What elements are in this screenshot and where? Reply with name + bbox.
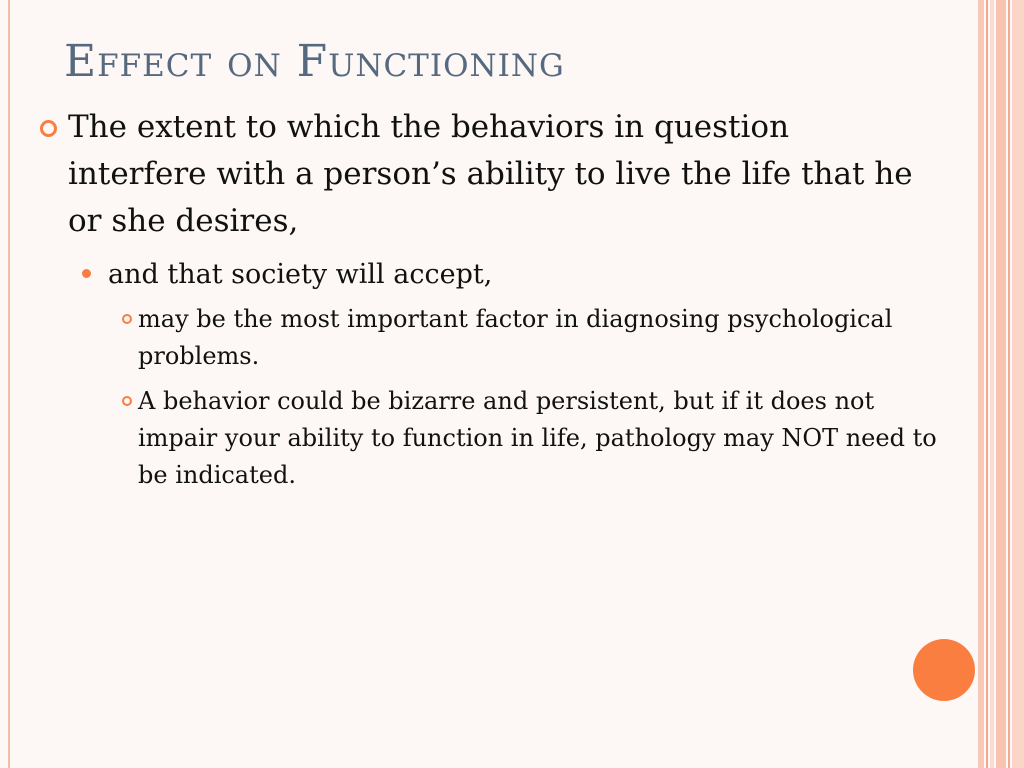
bullet-text: The extent to which the behaviors in question interfere with a person’s ability to live the life that he or she desires, [68, 109, 913, 239]
slide-title: Effect on Functioning [64, 36, 565, 87]
decorative-stripe [996, 0, 1006, 768]
dot-bullet-icon [82, 269, 91, 278]
decorative-circle [913, 639, 975, 701]
bullet-level-2 [36, 255, 966, 295]
decorative-stripe [1012, 0, 1024, 768]
decorative-stripe [990, 0, 994, 768]
ring-bullet-icon [122, 396, 132, 406]
slide-body [36, 104, 966, 494]
bullet-level-1 [36, 104, 928, 245]
bullet-text: and that society will accept, [108, 259, 493, 290]
bullet-level-3 [36, 301, 958, 375]
bullet-level-3 [36, 383, 958, 494]
ring-bullet-icon [40, 120, 57, 137]
decorative-stripe [986, 0, 988, 768]
decorative-stripe [1008, 0, 1010, 768]
slide-frame-left [8, 0, 10, 768]
ring-bullet-icon [122, 314, 132, 324]
bullet-text: may be the most important factor in diagnosing psychological problems. [138, 305, 893, 370]
bullet-text: A behavior could be bizarre and persistent, but if it does not impair your ability to function in life, pathology may NOT need to be indicated. [138, 387, 937, 489]
decorative-stripe [978, 0, 984, 768]
